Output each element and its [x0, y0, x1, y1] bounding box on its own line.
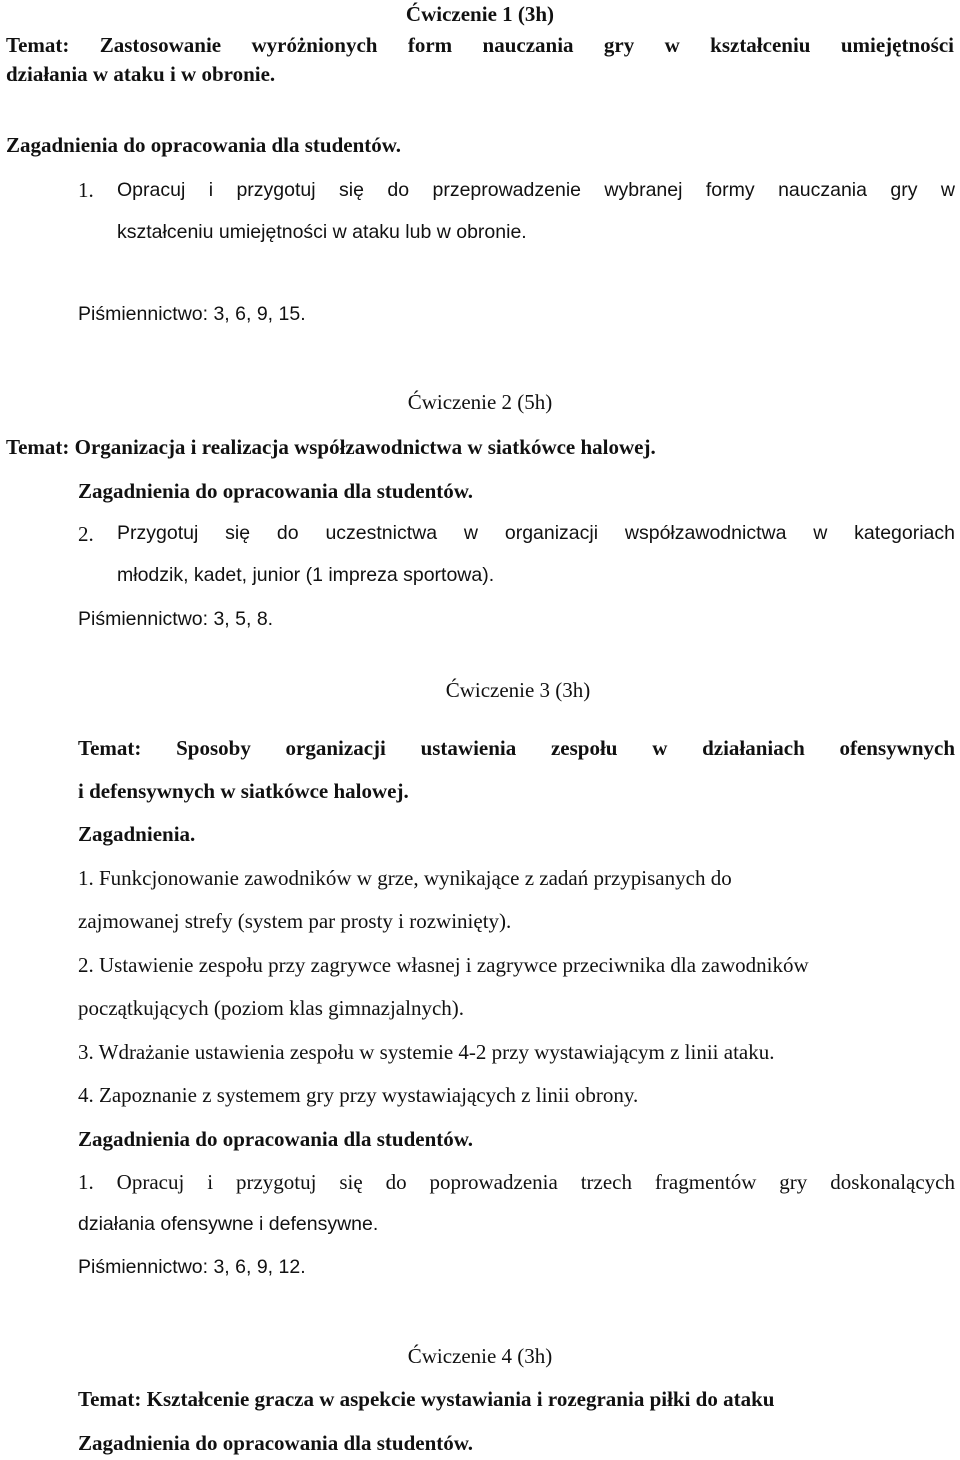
exercise-2-heading: Ćwiczenie 2 (5h) — [407, 390, 553, 414]
exercise-3-issue-1-line-1: 1. Funkcjonowanie zawodników w grze, wynikające z zadań przypisanych do — [78, 866, 732, 890]
exercise-2-topic: Temat: Organizacja i realizacja współzawodnictwa w siatkówce halowej. — [6, 435, 656, 459]
exercise-1-item-line-2: kształceniu umiejętności w ataku lub w obronie. — [117, 221, 527, 243]
exercise-3-topic-line-1: Temat: Sposoby organizacji ustawienia zespołu w działaniach ofensywnych — [78, 736, 955, 760]
exercise-2-item-line-1: Przygotuj się do uczestnictwa w organizacji współzawodnictwa w kategoriach — [117, 522, 955, 544]
exercise-1-topic-line-1: Temat: Zastosowanie wyróżnionych form nauczania gry w kształceniu umiejętności — [6, 33, 954, 57]
exercise-1-item-line-1: Opracuj i przygotuj się do przeprowadzenie wybranej formy nauczania gry w — [117, 179, 955, 201]
exercise-1-issues-heading: Zagadnienia do opracowania dla studentów. — [6, 133, 402, 157]
exercise-3-issue-2-line-1: 2. Ustawienie zespołu przy zagrywce własnej i zagrywce przeciwnika dla zawodników — [78, 953, 809, 977]
exercise-3-task-line-1: 1. Opracuj i przygotuj się do poprowadzenia trzech fragmentów gry doskonalących — [78, 1170, 955, 1194]
exercise-3-topic-line-2: i defensywnych w siatkówce halowej. — [78, 779, 409, 803]
exercise-2-item-number: 2. — [78, 522, 94, 546]
exercise-4-issues-heading: Zagadnienia do opracowania dla studentów. — [78, 1431, 474, 1455]
exercise-3-issue-1-line-2: zajmowanej strefy (system par prosty i rozwinięty). — [78, 909, 512, 933]
exercise-3-issue-4: 4. Zapoznanie z systemem gry przy wystawiających z linii obrony. — [78, 1083, 639, 1107]
exercise-3-literature: Piśmiennictwo: 3, 6, 9, 12. — [78, 1256, 306, 1278]
exercise-3-issue-3: 3. Wdrażanie ustawienia zespołu w systemie 4-2 przy wystawiającym z linii ataku. — [78, 1040, 775, 1064]
exercise-1-heading: Ćwiczenie 1 (3h) — [405, 2, 555, 26]
exercise-3-heading: Ćwiczenie 3 (3h) — [445, 678, 591, 702]
exercise-3-issue-2-line-2: początkujących (poziom klas gimnazjalnych). — [78, 996, 465, 1020]
exercise-3-issues-heading: Zagadnienia do opracowania dla studentów. — [78, 1127, 474, 1151]
exercise-4-topic: Temat: Kształcenie gracza w aspekcie wystawiania i rozegrania piłki do ataku — [78, 1387, 775, 1411]
exercise-2-literature: Piśmiennictwo: 3, 5, 8. — [78, 608, 274, 630]
exercise-4-heading: Ćwiczenie 4 (3h) — [407, 1344, 553, 1368]
exercise-1-topic-line-2: działania w ataku i w obronie. — [6, 62, 276, 86]
exercise-2-item-line-2: młodzik, kadet, junior (1 impreza sportowa). — [117, 564, 495, 586]
exercise-1-item-number: 1. — [78, 178, 94, 202]
exercise-2-issues-heading: Zagadnienia do opracowania dla studentów. — [78, 479, 474, 503]
exercise-1-literature: Piśmiennictwo: 3, 6, 9, 15. — [78, 303, 306, 325]
exercise-3-task-line-2: działania ofensywne i defensywne. — [78, 1213, 379, 1235]
exercise-3-issues-label: Zagadnienia. — [78, 822, 196, 846]
